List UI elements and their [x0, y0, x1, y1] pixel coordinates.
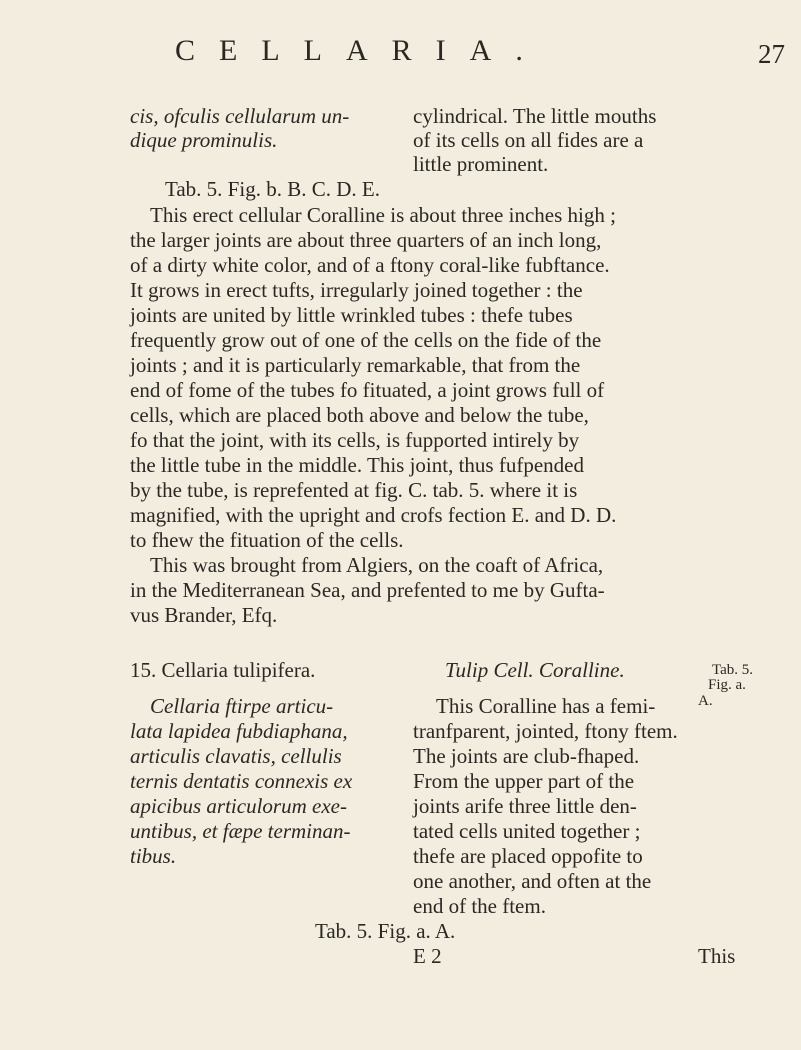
english-line: little prominent. [413, 152, 549, 176]
paragraph-line: magnified, with the upright and crofs fection E. and D. D. [130, 503, 617, 527]
latin-line: lata lapidea fubdiaphana, [130, 719, 348, 743]
margin-fig-letter: A. [698, 693, 713, 709]
latin-line: cis, ofculis cellularum un- [130, 104, 350, 128]
paragraph-line: joints are united by little wrinkled tubes : thefe tubes [130, 303, 573, 327]
latin-line: dique prominulis. [130, 128, 278, 152]
english-line: thefe are placed oppofite to [413, 844, 643, 868]
english-line: tated cells united together ; [413, 819, 641, 843]
signature-mark: E 2 [413, 944, 442, 968]
paragraph-line: in the Mediterranean Sea, and prefented to me by Gufta- [130, 578, 605, 602]
species-heading: 15. Cellaria tulipifera. [130, 658, 316, 682]
english-line: joints arife three little den- [413, 794, 637, 818]
english-line: This Coralline has a femi- [436, 694, 656, 718]
page-title: CELLARIA. [175, 34, 547, 67]
english-line: The joints are club-fhaped. [413, 744, 640, 768]
latin-line: tibus. [130, 844, 177, 868]
paragraph-line: This erect cellular Coralline is about three inches high ; [150, 203, 616, 227]
margin-tab-ref: Tab. 5. [712, 662, 754, 678]
page-number: 27 [758, 39, 785, 69]
paragraph-line: the larger joints are about three quarters of an inch long, [130, 228, 602, 252]
paragraph-line: of a dirty white color, and of a ftony coral-like fubftance. [130, 253, 610, 277]
english-line: one another, and often at the [413, 869, 652, 893]
catchword: This [698, 944, 736, 968]
english-line: end of the ftem. [413, 894, 546, 918]
latin-line: Cellaria ftirpe articu- [150, 694, 334, 718]
english-line: of its cells on all fides are a [413, 128, 644, 152]
latin-line: untibus, et fæpe terminan- [130, 819, 351, 843]
tab-reference: Tab. 5. Fig. b. B. C. D. E. [165, 177, 380, 201]
english-line: tranfparent, jointed, ftony ftem. [413, 719, 678, 743]
paragraph-line: cells, which are placed both above and below the tube, [130, 403, 589, 427]
paragraph-line: It grows in erect tufts, irregularly joined together : the [130, 278, 583, 302]
paragraph-line: frequently grow out of one of the cells on the fide of the [130, 328, 602, 352]
latin-line: ternis dentatis connexis ex [130, 769, 353, 793]
paragraph-line: fo that the joint, with its cells, is fupported intirely by [130, 428, 580, 452]
paragraph-line: joints ; and it is particularly remarkable, that from the [130, 353, 581, 377]
english-line: From the upper part of the [413, 769, 635, 793]
species-common-name: Tulip Cell. Coralline. [445, 658, 625, 682]
tab-reference: Tab. 5. Fig. a. A. [315, 919, 456, 943]
latin-line: articulis clavatis, cellulis [130, 744, 342, 768]
paragraph-line: the little tube in the middle. This joint, thus fufpended [130, 453, 584, 477]
paragraph-line: vus Brander, Efq. [130, 603, 278, 627]
paragraph-line: to fhew the fituation of the cells. [130, 528, 404, 552]
paragraph-line: by the tube, is reprefented at fig. C. tab. 5. where it is [130, 478, 578, 502]
margin-fig-ref: Fig. a. [708, 677, 746, 693]
latin-line: apicibus articulorum exe- [130, 794, 347, 818]
english-line: cylindrical. The little mouths [413, 104, 657, 128]
paragraph-line: This was brought from Algiers, on the coaft of Africa, [150, 553, 604, 577]
paragraph-line: end of fome of the tubes fo fituated, a joint grows full of [130, 378, 605, 402]
